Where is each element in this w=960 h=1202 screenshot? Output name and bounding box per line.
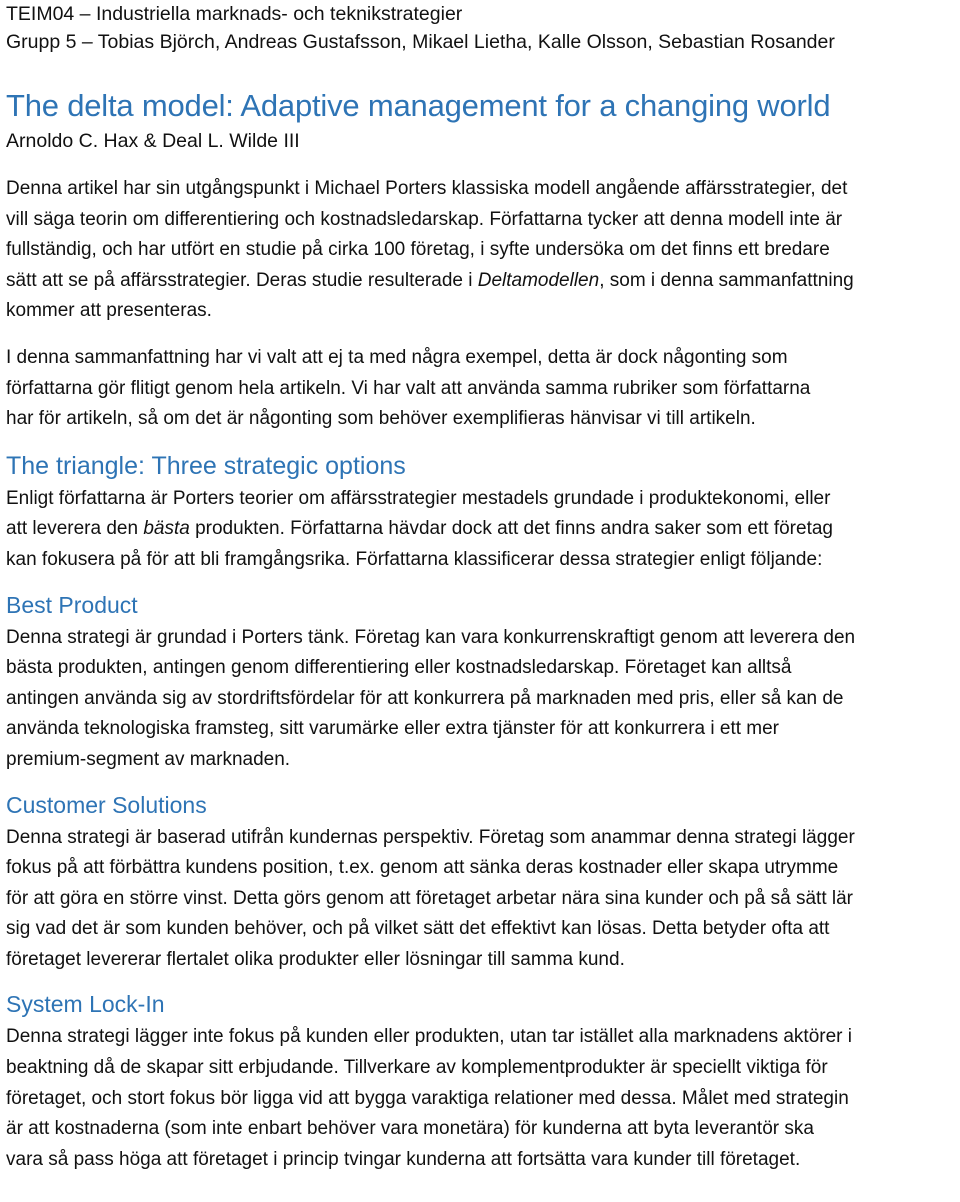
- text-line: [6, 514, 956, 545]
- triangle-paragraph: [6, 484, 956, 576]
- group-header: Grupp 5 – Tobias Björch, Andreas Gustafsson, Mikael Lietha, Kalle Olsson, Sebastian Rosander: [6, 31, 835, 53]
- text-line: kommer att presenteras.: [6, 300, 212, 322]
- text-line: Denna artikel har sin utgångspunkt i Michael Porters klassiska modell angående affärsstrategier, det: [6, 178, 848, 199]
- best-product-paragraph: [6, 623, 956, 776]
- text-line: fullständig, och har utfört en studie på cirka 100 företag, i syfte undersöka om det finns ett bredare: [6, 239, 830, 261]
- text-line: vill säga teorin om differentiering och kostnadsledarskap. Författarna tycker att denna modell inte är: [6, 208, 843, 230]
- text-line: premium-segment av marknaden.: [6, 748, 291, 770]
- system-lock-in-paragraph: [6, 1022, 956, 1175]
- text-run: att leverera den: [6, 518, 144, 540]
- emphasis-deltamodellen: Deltamodellen: [477, 269, 600, 291]
- heading-best-product: Best Product: [6, 591, 138, 618]
- text-run: sätt att se på affärsstrategier. Deras studie resulterade i: [6, 269, 478, 291]
- text-line: är att kostnaderna (som inte enbart behöver vara monetära) för kunderna att byta leverantör ska: [6, 1118, 814, 1140]
- text-run: , som i denna sammanfattning: [599, 269, 854, 291]
- emphasis-basta: bästa: [143, 518, 190, 540]
- text-line: Denna strategi är grundad i Porters tänk. Företag kan vara konkurrenskraftigt genom att leverera den: [6, 626, 856, 648]
- text-line: I denna sammanfattning har vi valt att ej ta med några exempel, detta är dock någonting som: [6, 346, 788, 368]
- text-line: vara så pass höga att företaget i princip tvingar kunderna att fortsätta vara kunder till företaget.: [6, 1148, 801, 1170]
- text-line: företaget, och stort fokus bör ligga vid att bygga varaktiga relationer med dessa. Målet med strategin: [6, 1087, 849, 1109]
- text-line: fokus på att förbättra kundens position, t.ex. genom att sänka deras kostnader eller skapa utrymme: [6, 857, 839, 879]
- text-line: har för artikeln, så om det är någonting som behöver exemplifieras hänvisar vi till artikeln.: [6, 408, 756, 430]
- customer-solutions-paragraph: [6, 823, 956, 976]
- text-line: företaget levererar flertalet olika produkter eller lösningar till samma kund.: [6, 948, 625, 970]
- text-line: Denna strategi lägger inte fokus på kunden eller produkten, utan tar istället alla marknadens aktörer i: [6, 1026, 852, 1048]
- heading-triangle: The triangle: Three strategic options: [6, 451, 406, 480]
- text-line: Denna strategi är baserad utifrån kundernas perspektiv. Företag som anammar denna strategi lägger: [6, 826, 855, 848]
- article-authors: Arnoldo C. Hax & Deal L. Wilde III: [6, 130, 300, 152]
- document-page: [6, 0, 956, 1175]
- text-line: för att göra en större vinst. Detta görs genom att företaget arbetar nära sina kunder och på så sätt lär: [6, 887, 854, 909]
- text-line: antingen använda sig av stordriftsfördelar för att konkurrera på marknaden med pris, eller så kan de: [6, 687, 844, 709]
- text-line: sig vad det är som kunden behöver, och på vilket sätt det effektivt kan lösas. Detta betyder ofta att: [6, 918, 830, 940]
- text-run: produkten. Författarna hävdar dock att det finns andra saker som ett företag: [189, 518, 833, 540]
- text-line: beaktning då de skapar sitt erbjudande. Tillverkare av komplementprodukter är speciellt viktiga för: [6, 1057, 828, 1079]
- course-header: TEIM04 – Industriella marknads- och teknikstrategier: [6, 3, 463, 25]
- intro-paragraph-1: [6, 174, 956, 327]
- intro-paragraph-2: [6, 343, 956, 435]
- article-title: The delta model: Adaptive management for a changing world: [6, 88, 831, 123]
- text-line: [6, 266, 956, 297]
- text-line: bästa produkten, antingen genom differentiering eller kostnadsledarskap. Företaget kan alltså: [6, 657, 792, 679]
- heading-system-lock-in: System Lock-In: [6, 991, 165, 1018]
- text-line: kan fokusera på för att bli framgångsrika. Författarna klassificerar dessa strategier enligt följande:: [6, 548, 823, 570]
- text-line: Enligt författarna är Porters teorier om affärsstrategier mestadels grundade i produktekonomi, eller: [6, 487, 831, 509]
- text-line: använda teknologiska framsteg, sitt varumärke eller extra tjänster för att konkurrera i ett mer: [6, 718, 779, 740]
- heading-customer-solutions: Customer Solutions: [6, 791, 207, 818]
- text-line: författarna gör flitigt genom hela artikeln. Vi har valt att använda samma rubriker som författarna: [6, 377, 811, 399]
